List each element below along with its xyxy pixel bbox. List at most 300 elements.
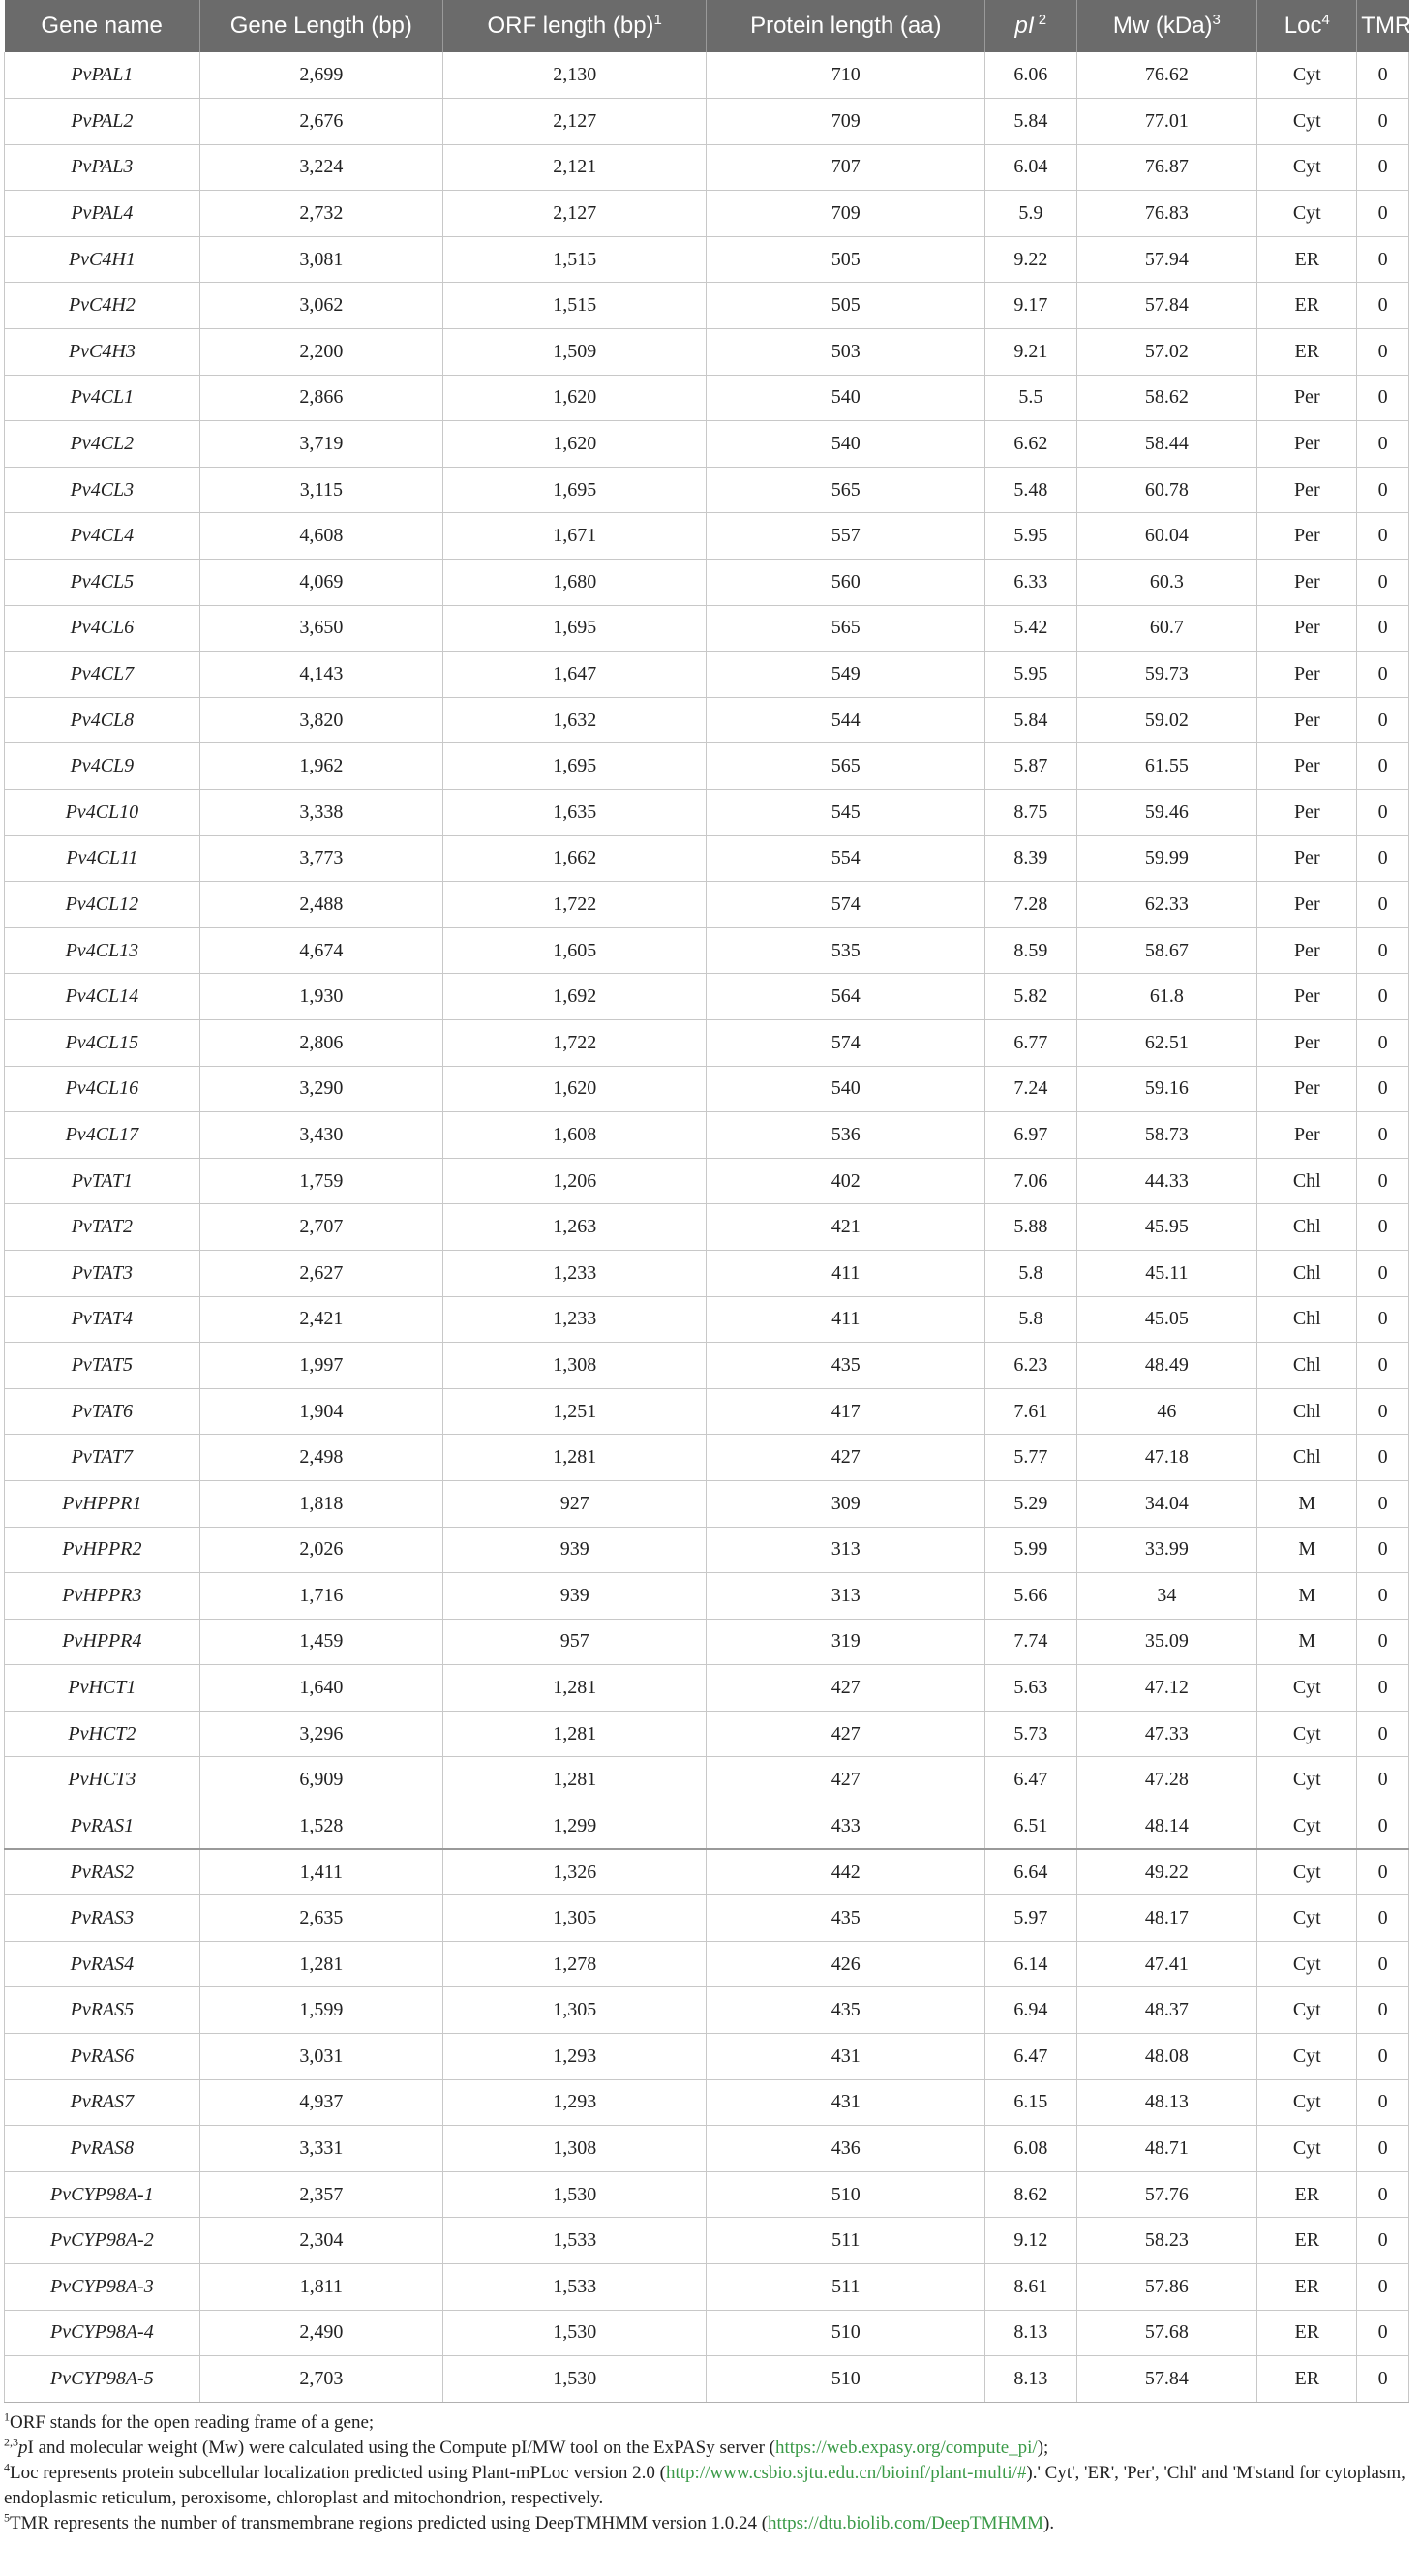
- cell-loc: ER: [1257, 2264, 1357, 2311]
- cell-tmr: 0: [1357, 743, 1409, 790]
- cell-gene-name: PvRAS3: [5, 1895, 200, 1942]
- cell-loc: ER: [1257, 2356, 1357, 2403]
- cell-protein-length: 574: [707, 882, 985, 928]
- cell-loc: Per: [1257, 605, 1357, 652]
- cell-gene-name: PvTAT1: [5, 1158, 200, 1204]
- deeptmhmm-link[interactable]: https://dtu.biolib.com/DeepTMHMM: [768, 2512, 1044, 2533]
- cell-tmr: 0: [1357, 2126, 1409, 2172]
- cell-loc: Chl: [1257, 1435, 1357, 1481]
- cell-mw: 59.16: [1076, 1066, 1257, 1112]
- cell-loc: Chl: [1257, 1250, 1357, 1296]
- table-header-row: [5, 0, 1409, 52]
- cell-protein-length: 544: [707, 697, 985, 743]
- cell-orf-length: 1,509: [442, 329, 707, 376]
- cell-gene-length: 4,674: [199, 927, 442, 974]
- cell-protein-length: 574: [707, 1019, 985, 1066]
- cell-tmr: 0: [1357, 1803, 1409, 1850]
- cell-mw: 45.05: [1076, 1296, 1257, 1343]
- cell-gene-length: 3,296: [199, 1711, 442, 1757]
- cell-orf-length: 1,305: [442, 1987, 707, 2034]
- footnote-1: $^1$ORF stands for the open reading frame of a gene;: [4, 2409, 375, 2433]
- cell-gene-length: 2,703: [199, 2356, 442, 2403]
- cell-mw: 59.73: [1076, 652, 1257, 698]
- cell-orf-length: 1,632: [442, 697, 707, 743]
- cell-gene-name: Pv4CL10: [5, 790, 200, 836]
- footnote-5: $^5$TMR represents the number of transmembrane regions predicted using DeepTMHMM version 1.0.24 (https://dtu.biolib.com/DeepTMHMM).: [4, 2510, 1055, 2533]
- table-row: [5, 283, 1409, 329]
- cell-orf-length: 1,281: [442, 1665, 707, 1712]
- cell-mw: 57.68: [1076, 2310, 1257, 2356]
- cell-gene-name: Pv4CL4: [5, 513, 200, 560]
- cell-mw: 58.73: [1076, 1112, 1257, 1159]
- table-row: [5, 2218, 1409, 2264]
- cell-pi: 5.97: [985, 1895, 1076, 1942]
- cell-pi: 8.75: [985, 790, 1076, 836]
- cell-pi: 7.24: [985, 1066, 1076, 1112]
- cell-mw: 59.99: [1076, 835, 1257, 882]
- cell-gene-length: 3,338: [199, 790, 442, 836]
- cell-pi: 6.08: [985, 2126, 1076, 2172]
- cell-mw: 58.67: [1076, 927, 1257, 974]
- cell-mw: 59.02: [1076, 697, 1257, 743]
- cell-protein-length: 511: [707, 2264, 985, 2311]
- table-row: [5, 2171, 1409, 2218]
- cell-protein-length: 402: [707, 1158, 985, 1204]
- cell-pi: 5.77: [985, 1435, 1076, 1481]
- table-row: [5, 697, 1409, 743]
- cell-loc: Chl: [1257, 1296, 1357, 1343]
- cell-gene-length: 2,635: [199, 1895, 442, 1942]
- cell-loc: Per: [1257, 790, 1357, 836]
- cell-mw: 77.01: [1076, 99, 1257, 145]
- cell-pi: 7.28: [985, 882, 1076, 928]
- cell-tmr: 0: [1357, 1665, 1409, 1712]
- cell-mw: 60.7: [1076, 605, 1257, 652]
- cell-orf-length: 1,278: [442, 1941, 707, 1987]
- cell-tmr: 0: [1357, 375, 1409, 421]
- cell-pi: 5.73: [985, 1711, 1076, 1757]
- cell-mw: 57.94: [1076, 236, 1257, 283]
- cell-gene-length: 1,281: [199, 1941, 442, 1987]
- cell-tmr: 0: [1357, 1711, 1409, 1757]
- cell-gene-name: Pv4CL3: [5, 467, 200, 513]
- table-row: [5, 974, 1409, 1020]
- cell-orf-length: 1,635: [442, 790, 707, 836]
- cell-pi: 8.39: [985, 835, 1076, 882]
- cell-tmr: 0: [1357, 1158, 1409, 1204]
- cell-mw: 57.76: [1076, 2171, 1257, 2218]
- cell-mw: 58.62: [1076, 375, 1257, 421]
- cell-gene-length: 3,031: [199, 2034, 442, 2080]
- cell-protein-length: 560: [707, 560, 985, 606]
- table-row: [5, 1803, 1409, 1850]
- cell-tmr: 0: [1357, 1757, 1409, 1803]
- cell-loc: Per: [1257, 652, 1357, 698]
- cell-pi: 8.13: [985, 2310, 1076, 2356]
- cell-pi: 6.94: [985, 1987, 1076, 2034]
- cell-tmr: 0: [1357, 1480, 1409, 1527]
- cell-gene-name: Pv4CL11: [5, 835, 200, 882]
- cell-loc: M: [1257, 1573, 1357, 1620]
- cell-loc: Per: [1257, 927, 1357, 974]
- cell-tmr: 0: [1357, 1343, 1409, 1389]
- cell-loc: Per: [1257, 697, 1357, 743]
- cell-gene-name: PvHPPR4: [5, 1619, 200, 1665]
- cell-protein-length: 565: [707, 743, 985, 790]
- cell-mw: 57.84: [1076, 283, 1257, 329]
- table-row: [5, 1296, 1409, 1343]
- cell-protein-length: 510: [707, 2310, 985, 2356]
- cell-pi: 5.84: [985, 697, 1076, 743]
- cell-loc: ER: [1257, 329, 1357, 376]
- cell-gene-name: PvPAL2: [5, 99, 200, 145]
- cell-tmr: 0: [1357, 1435, 1409, 1481]
- table-body: [5, 52, 1409, 2402]
- table-row: [5, 421, 1409, 468]
- cell-protein-length: 505: [707, 283, 985, 329]
- table-row: [5, 2079, 1409, 2126]
- table-row: [5, 1112, 1409, 1159]
- cell-loc: ER: [1257, 236, 1357, 283]
- table-row: [5, 144, 1409, 191]
- cell-protein-length: 427: [707, 1665, 985, 1712]
- cell-mw: 62.51: [1076, 1019, 1257, 1066]
- cell-pi: 6.33: [985, 560, 1076, 606]
- cell-protein-length: 421: [707, 1204, 985, 1251]
- cell-gene-length: 2,498: [199, 1435, 442, 1481]
- cell-gene-length: 2,866: [199, 375, 442, 421]
- cell-protein-length: 427: [707, 1435, 985, 1481]
- gene-properties-table: [4, 0, 1420, 2403]
- cell-tmr: 0: [1357, 421, 1409, 468]
- table-row: [5, 1019, 1409, 1066]
- cell-mw: 62.33: [1076, 882, 1257, 928]
- footnote-4: $^4$Loc represents protein subcellular localization predicted using Plant-mPLoc version 2.0 (http://www.csbio.sjtu.edu.cn/bioinf/plant-multi/#).' Cyt', 'ER', 'Per', 'Chl' and 'M'stand for cytoplasm, endoplasmic reticulum, peroxisome, chloroplast and mitochondrion, respectively.: [4, 2460, 1405, 2508]
- cell-gene-length: 3,430: [199, 1112, 442, 1159]
- cell-tmr: 0: [1357, 283, 1409, 329]
- cell-orf-length: 1,530: [442, 2356, 707, 2403]
- cell-pi: 6.14: [985, 1941, 1076, 1987]
- cell-gene-name: PvRAS5: [5, 1987, 200, 2034]
- cell-gene-length: 1,716: [199, 1573, 442, 1620]
- plant-mploc-link[interactable]: http://www.csbio.sjtu.edu.cn/bioinf/plant-multi/#: [666, 2462, 1027, 2483]
- cell-gene-length: 2,200: [199, 329, 442, 376]
- cell-gene-length: 1,930: [199, 974, 442, 1020]
- cell-mw: 60.78: [1076, 467, 1257, 513]
- table-row: [5, 743, 1409, 790]
- cell-tmr: 0: [1357, 513, 1409, 560]
- cell-pi: 9.22: [985, 236, 1076, 283]
- cell-pi: 6.47: [985, 1757, 1076, 1803]
- cell-gene-length: 4,143: [199, 652, 442, 698]
- cell-gene-length: 3,650: [199, 605, 442, 652]
- cell-pi: 8.13: [985, 2356, 1076, 2403]
- cell-gene-length: 6,909: [199, 1757, 442, 1803]
- cell-gene-length: 3,224: [199, 144, 442, 191]
- cell-loc: Per: [1257, 882, 1357, 928]
- cell-tmr: 0: [1357, 1527, 1409, 1573]
- table-row: [5, 2264, 1409, 2311]
- cell-pi: 5.63: [985, 1665, 1076, 1712]
- cell-orf-length: 1,299: [442, 1803, 707, 1850]
- cell-orf-length: 1,233: [442, 1250, 707, 1296]
- cell-orf-length: 939: [442, 1527, 707, 1573]
- cell-pi: 6.62: [985, 421, 1076, 468]
- cell-gene-name: PvCYP98A-2: [5, 2218, 200, 2264]
- header-gene-length: Gene Length (bp): [199, 0, 442, 52]
- table-row: [5, 329, 1409, 376]
- cell-tmr: 0: [1357, 467, 1409, 513]
- cell-loc: Cyt: [1257, 1665, 1357, 1712]
- table-row: [5, 560, 1409, 606]
- cell-gene-length: 3,773: [199, 835, 442, 882]
- cell-mw: 76.83: [1076, 191, 1257, 237]
- cell-orf-length: 2,130: [442, 52, 707, 99]
- cell-gene-length: 4,937: [199, 2079, 442, 2126]
- cell-protein-length: 436: [707, 2126, 985, 2172]
- cell-gene-length: 2,304: [199, 2218, 442, 2264]
- cell-protein-length: 426: [707, 1941, 985, 1987]
- cell-protein-length: 309: [707, 1480, 985, 1527]
- cell-mw: 57.84: [1076, 2356, 1257, 2403]
- table-row: [5, 375, 1409, 421]
- cell-orf-length: 939: [442, 1573, 707, 1620]
- footnotes: [4, 2410, 1407, 2536]
- cell-tmr: 0: [1357, 835, 1409, 882]
- cell-orf-length: 2,127: [442, 99, 707, 145]
- cell-mw: 58.23: [1076, 2218, 1257, 2264]
- cell-protein-length: 442: [707, 1849, 985, 1895]
- cell-orf-length: 1,263: [442, 1204, 707, 1251]
- cell-gene-length: 2,421: [199, 1296, 442, 1343]
- cell-mw: 76.62: [1076, 52, 1257, 99]
- cell-gene-name: PvTAT3: [5, 1250, 200, 1296]
- cell-loc: Cyt: [1257, 144, 1357, 191]
- cell-pi: 6.64: [985, 1849, 1076, 1895]
- table-row: [5, 1573, 1409, 1620]
- cell-pi: 5.82: [985, 974, 1076, 1020]
- cell-orf-length: 1,662: [442, 835, 707, 882]
- cell-orf-length: 1,692: [442, 974, 707, 1020]
- cell-loc: ER: [1257, 2171, 1357, 2218]
- cell-protein-length: 535: [707, 927, 985, 974]
- cell-mw: 48.37: [1076, 1987, 1257, 2034]
- cell-loc: Cyt: [1257, 52, 1357, 99]
- cell-gene-name: Pv4CL5: [5, 560, 200, 606]
- cell-loc: Cyt: [1257, 1895, 1357, 1942]
- cell-orf-length: 1,305: [442, 1895, 707, 1942]
- cell-orf-length: 1,530: [442, 2171, 707, 2218]
- cell-tmr: 0: [1357, 52, 1409, 99]
- cell-gene-name: PvCYP98A-5: [5, 2356, 200, 2403]
- cell-pi: 7.06: [985, 1158, 1076, 1204]
- cell-tmr: 0: [1357, 2034, 1409, 2080]
- table-row: [5, 2034, 1409, 2080]
- cell-tmr: 0: [1357, 2356, 1409, 2403]
- cell-pi: 6.06: [985, 52, 1076, 99]
- cell-protein-length: 565: [707, 467, 985, 513]
- cell-orf-length: 1,326: [442, 1849, 707, 1895]
- cell-orf-length: 1,647: [442, 652, 707, 698]
- table-row: [5, 2356, 1409, 2403]
- cell-gene-length: 2,026: [199, 1527, 442, 1573]
- cell-protein-length: 511: [707, 2218, 985, 2264]
- cell-mw: 47.18: [1076, 1435, 1257, 1481]
- cell-orf-length: 1,281: [442, 1711, 707, 1757]
- cell-gene-name: Pv4CL15: [5, 1019, 200, 1066]
- cell-gene-name: PvRAS2: [5, 1849, 200, 1895]
- cell-tmr: 0: [1357, 1296, 1409, 1343]
- cell-mw: 48.17: [1076, 1895, 1257, 1942]
- cell-pi: 6.23: [985, 1343, 1076, 1389]
- cell-orf-length: 1,293: [442, 2034, 707, 2080]
- cell-loc: ER: [1257, 2218, 1357, 2264]
- cell-gene-length: 3,115: [199, 467, 442, 513]
- cell-pi: 6.15: [985, 2079, 1076, 2126]
- cell-mw: 47.28: [1076, 1757, 1257, 1803]
- cell-mw: 47.41: [1076, 1941, 1257, 1987]
- cell-gene-name: PvHPPR2: [5, 1527, 200, 1573]
- cell-gene-length: 3,081: [199, 236, 442, 283]
- cell-gene-length: 1,818: [199, 1480, 442, 1527]
- header-mw: Mw (kDa)$^3$: [1076, 0, 1257, 52]
- cell-protein-length: 431: [707, 2034, 985, 2080]
- cell-loc: Per: [1257, 743, 1357, 790]
- header-pi: pI $^2$: [985, 0, 1076, 52]
- cell-pi: 5.29: [985, 1480, 1076, 1527]
- cell-gene-length: 1,599: [199, 1987, 442, 2034]
- table-row: [5, 52, 1409, 99]
- cell-pi: 5.8: [985, 1296, 1076, 1343]
- cell-mw: 45.11: [1076, 1250, 1257, 1296]
- cell-mw: 76.87: [1076, 144, 1257, 191]
- cell-mw: 48.14: [1076, 1803, 1257, 1850]
- cell-mw: 34: [1076, 1573, 1257, 1620]
- cell-tmr: 0: [1357, 144, 1409, 191]
- cell-pi: 6.77: [985, 1019, 1076, 1066]
- cell-loc: M: [1257, 1527, 1357, 1573]
- table-row: [5, 99, 1409, 145]
- cell-tmr: 0: [1357, 974, 1409, 1020]
- cell-gene-name: PvPAL3: [5, 144, 200, 191]
- cell-orf-length: 927: [442, 1480, 707, 1527]
- cell-mw: 48.71: [1076, 2126, 1257, 2172]
- cell-orf-length: 1,620: [442, 1066, 707, 1112]
- cell-tmr: 0: [1357, 1019, 1409, 1066]
- cell-gene-length: 2,490: [199, 2310, 442, 2356]
- cell-gene-name: PvRAS4: [5, 1941, 200, 1987]
- cell-protein-length: 710: [707, 52, 985, 99]
- cell-gene-name: PvRAS8: [5, 2126, 200, 2172]
- cell-gene-name: Pv4CL16: [5, 1066, 200, 1112]
- cell-mw: 49.22: [1076, 1849, 1257, 1895]
- table-row: [5, 1757, 1409, 1803]
- cell-gene-name: Pv4CL9: [5, 743, 200, 790]
- cell-mw: 47.12: [1076, 1665, 1257, 1712]
- cell-tmr: 0: [1357, 2171, 1409, 2218]
- cell-orf-length: 1,308: [442, 1343, 707, 1389]
- table-row: [5, 882, 1409, 928]
- cell-pi: 9.21: [985, 329, 1076, 376]
- cell-orf-length: 1,281: [442, 1757, 707, 1803]
- cell-orf-length: 1,530: [442, 2310, 707, 2356]
- cell-pi: 6.97: [985, 1112, 1076, 1159]
- cell-tmr: 0: [1357, 560, 1409, 606]
- cell-protein-length: 545: [707, 790, 985, 836]
- cell-tmr: 0: [1357, 2218, 1409, 2264]
- cell-gene-length: 1,811: [199, 2264, 442, 2311]
- table-row: [5, 1665, 1409, 1712]
- cell-gene-name: PvCYP98A-1: [5, 2171, 200, 2218]
- cell-loc: Cyt: [1257, 2079, 1357, 2126]
- table-row: [5, 191, 1409, 237]
- cell-mw: 45.95: [1076, 1204, 1257, 1251]
- cell-orf-length: 1,206: [442, 1158, 707, 1204]
- cell-mw: 48.13: [1076, 2079, 1257, 2126]
- table-row: [5, 1204, 1409, 1251]
- cell-loc: M: [1257, 1619, 1357, 1665]
- cell-gene-name: Pv4CL7: [5, 652, 200, 698]
- cell-tmr: 0: [1357, 1204, 1409, 1251]
- cell-mw: 48.49: [1076, 1343, 1257, 1389]
- cell-orf-length: 1,308: [442, 2126, 707, 2172]
- cell-pi: 5.9: [985, 191, 1076, 237]
- cell-pi: 5.88: [985, 1204, 1076, 1251]
- cell-gene-length: 1,759: [199, 1158, 442, 1204]
- cell-protein-length: 565: [707, 605, 985, 652]
- cell-loc: Cyt: [1257, 2126, 1357, 2172]
- cell-gene-length: 1,962: [199, 743, 442, 790]
- cell-tmr: 0: [1357, 1250, 1409, 1296]
- cell-loc: Per: [1257, 1019, 1357, 1066]
- cell-gene-name: Pv4CL17: [5, 1112, 200, 1159]
- cell-protein-length: 564: [707, 974, 985, 1020]
- cell-protein-length: 313: [707, 1527, 985, 1573]
- cell-pi: 5.95: [985, 652, 1076, 698]
- cell-loc: Cyt: [1257, 1711, 1357, 1757]
- cell-tmr: 0: [1357, 329, 1409, 376]
- cell-mw: 44.33: [1076, 1158, 1257, 1204]
- cell-loc: Chl: [1257, 1343, 1357, 1389]
- expasy-link[interactable]: https://web.expasy.org/compute_pi/: [775, 2437, 1038, 2458]
- cell-orf-length: 2,121: [442, 144, 707, 191]
- cell-loc: Per: [1257, 974, 1357, 1020]
- cell-tmr: 0: [1357, 1987, 1409, 2034]
- table-row: [5, 1987, 1409, 2034]
- cell-gene-length: 1,528: [199, 1803, 442, 1850]
- header-protein-length: Protein length (aa): [707, 0, 985, 52]
- cell-orf-length: 1,620: [442, 375, 707, 421]
- cell-gene-name: PvHCT1: [5, 1665, 200, 1712]
- cell-protein-length: 411: [707, 1250, 985, 1296]
- table-row: [5, 1849, 1409, 1895]
- cell-protein-length: 505: [707, 236, 985, 283]
- cell-gene-name: Pv4CL13: [5, 927, 200, 974]
- cell-protein-length: 427: [707, 1757, 985, 1803]
- cell-gene-length: 3,719: [199, 421, 442, 468]
- cell-gene-length: 3,062: [199, 283, 442, 329]
- cell-loc: Cyt: [1257, 1849, 1357, 1895]
- cell-mw: 59.46: [1076, 790, 1257, 836]
- cell-protein-length: 540: [707, 1066, 985, 1112]
- cell-loc: Cyt: [1257, 99, 1357, 145]
- cell-tmr: 0: [1357, 652, 1409, 698]
- cell-mw: 33.99: [1076, 1527, 1257, 1573]
- cell-loc: Per: [1257, 375, 1357, 421]
- cell-pi: 8.59: [985, 927, 1076, 974]
- cell-orf-length: 1,695: [442, 743, 707, 790]
- cell-gene-name: PvRAS7: [5, 2079, 200, 2126]
